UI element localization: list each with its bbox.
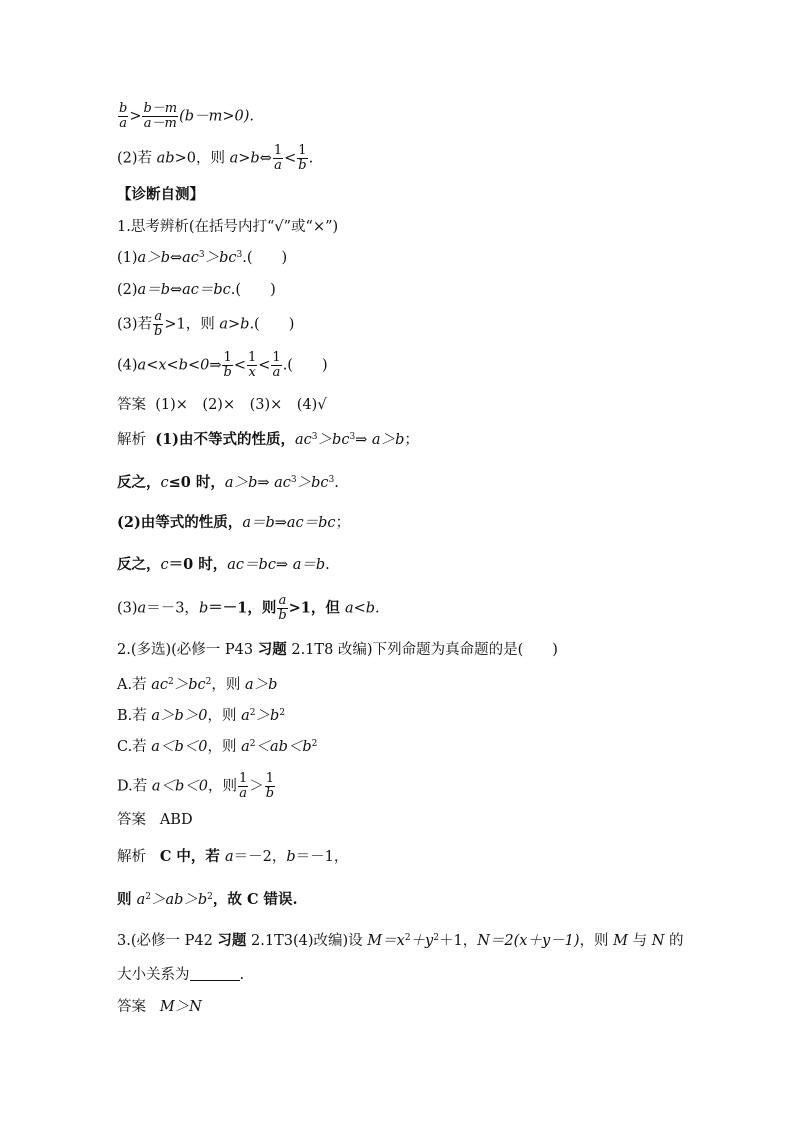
fraction-1-over-a: $\frac{1}{a}$ [272, 350, 281, 380]
question-2-option-a: A.若 $ac^2>bc^2$，则 a＞b [117, 677, 278, 693]
fraction-b-over-a: $\frac{b}{a}$ [119, 101, 128, 131]
question-2-option-c: C.若 a＜b＜0，则 $a^2<ab<b^2$ [117, 739, 318, 755]
explanation-2-a: 解析 C 中，若 a＝－2，b＝－1， [117, 848, 349, 865]
answer-blank [190, 966, 240, 981]
fraction-a-over-b: $\frac{a}{b}$ [278, 593, 287, 623]
explanation-1-d: 反之，c＝0 时，ac＝bc⇒ a＝b. [117, 556, 330, 573]
fraction-a-over-b: $\frac{a}{b}$ [154, 309, 163, 339]
question-2: 2.(多选)(必修一 P43 习题 2.1T8 改编)下列命题为真命题的是( ) [117, 641, 558, 658]
fraction-1-over-b: $\frac{1}{b}$ [298, 143, 307, 173]
answer-1: 答案 (1)× (2)× (3)× (4)√ [117, 397, 327, 413]
question-2-option-d: D.若 a＜b＜0，则 $\frac{1}{a}$ ＞ $\frac{1}{b}$ [117, 771, 275, 801]
question-3-continued: 大小关系为 . [117, 967, 245, 983]
property-line-division: $\frac{b}{a}$ > $\frac{b-m}{a-m}$ (b－m>0). [119, 101, 254, 131]
fraction-1-over-b: $\frac{1}{b}$ [223, 350, 232, 380]
question-1-item-4: (4)a<x<b<0⇒ $\frac{1}{b}$ < $\frac{1}{x}$ < $\frac{1}{a}$ .( ) [117, 350, 328, 380]
answer-3: 答案 M＞N [117, 999, 202, 1015]
fraction-1-over-a: $\frac{1}{a}$ [273, 143, 283, 173]
fraction-bm-over-am: $\frac{b-m}{a-m}$ [143, 101, 178, 131]
explanation-1-a: 解析 (1)由不等式的性质，$ac^3>bc^3\Rightarrow$ a＞b； [117, 431, 419, 448]
explanation-1-c: (2)由等式的性质，a＝b⇒ac＝bc； [117, 514, 351, 531]
property-line-reciprocal: (2)若 ab>0，则 a>b⇔ $\frac{1}{a}$ < $\frac{1}{b}$ . [117, 143, 314, 173]
question-1-item-3: (3)若 $\frac{a}{b}$ >1，则 a>b.( ) [117, 309, 295, 339]
explanation-1-e: (3)a＝－3，b＝－1，则 $\frac{a}{b}$ >1，但 a<b. [117, 593, 380, 623]
answer-2: 答案 ABD [117, 812, 193, 828]
question-2-option-b: B.若 a＞b＞0，则 $a^2>b^2$ [117, 708, 286, 724]
question-1: 1.思考辨析(在括号内打“√”或“×”) [117, 219, 339, 235]
question-3: 3.(必修一 P42 习题 2.1T3(4)改编)设 $M=x^2+y^2+1$，N＝2(x＋y－1)，则 M 与 N 的 [117, 932, 684, 949]
question-1-item-2: (2)a＝b⇔ac＝bc.( ) [117, 282, 276, 298]
fraction-1-over-x: $\frac{1}{x}$ [247, 350, 257, 380]
fraction-1-over-b: $\frac{1}{b}$ [265, 771, 275, 801]
fraction-1-over-a: $\frac{1}{a}$ [238, 771, 248, 801]
explanation-2-b: 则 $a^2>ab>b^2$，故 C 错误. [117, 891, 298, 908]
question-1-item-1: $(1)a>b\Leftrightarrow ac^3>bc^3$.( ) [117, 250, 288, 266]
section-heading: 【诊断自测】 [117, 186, 204, 203]
explanation-1-b: 反之，c≤0 时，a＞b⇒ $ac^3>bc^3$. [117, 474, 339, 491]
